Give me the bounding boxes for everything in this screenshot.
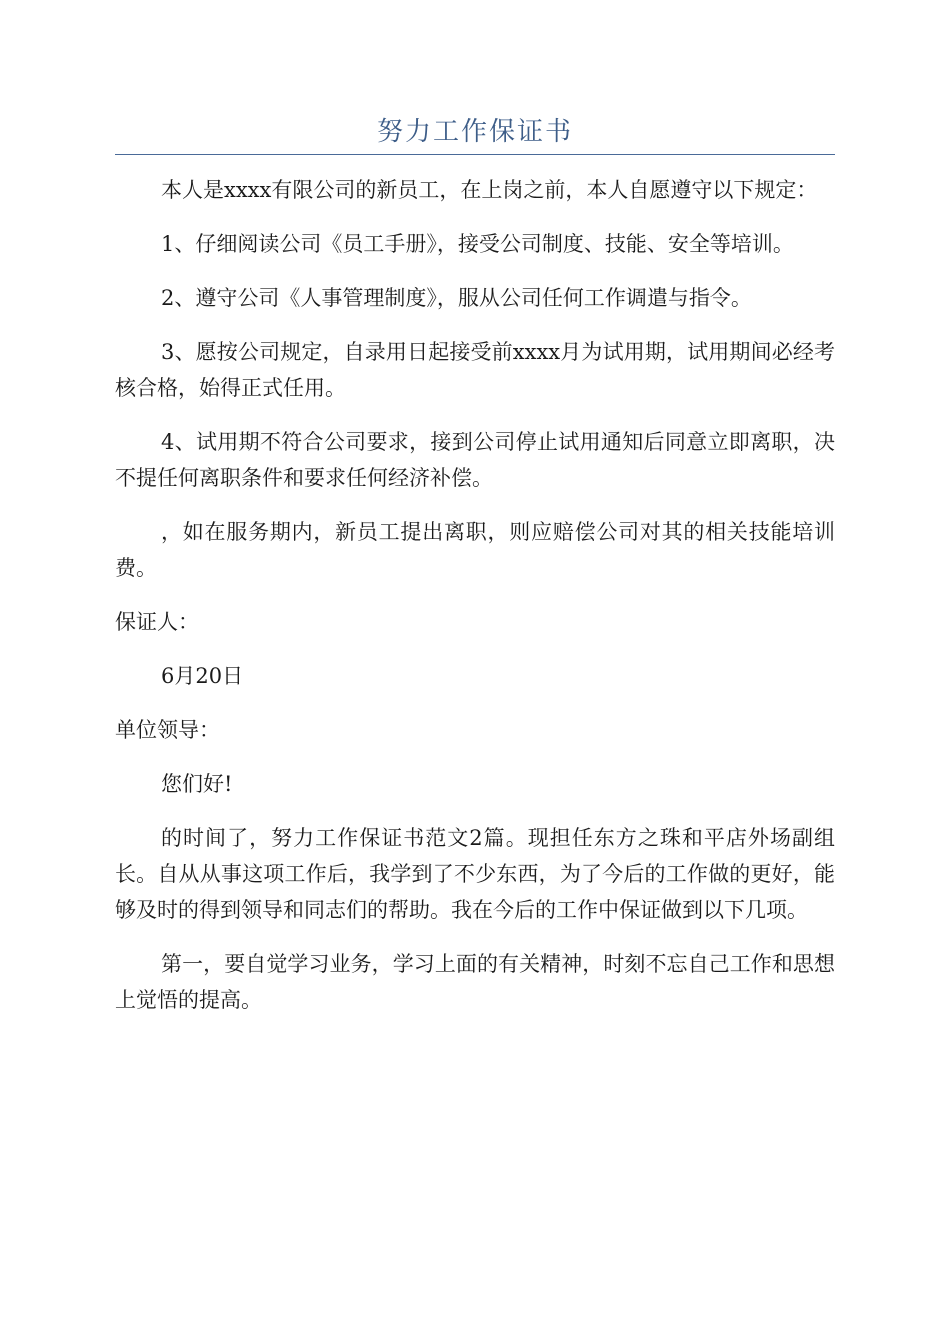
date-line: 6月20日: [161, 664, 244, 688]
paragraph-rule-2: 2、遵守公司《人事管理制度》，服从公司任何工作调遣与指令。: [161, 286, 752, 310]
paragraph-intro: 本人是xxxx有限公司的新员工，在上岗之前，本人自愿遵守以下规定：: [161, 178, 818, 202]
paragraph-compensation: ，如在服务期内，新员工提出离职，则应赔偿公司对其的相关技能培训费。: [115, 520, 835, 580]
paragraph-letter-body: 的时间了，努力工作保证书范文2篇。现担任东方之珠和平店外场副组长。自从从事这项工作后，我学到了不少东西，为了今后的工作做的更好，能够及时的得到领导和同志们的帮助。我在今后的工作中保证做到以下几项。: [115, 826, 835, 922]
paragraph-rule-4: 4、试用期不符合公司要求，接到公司停止试用通知后同意立即离职，决不提任何离职条件和要求任何经济补偿。: [115, 430, 835, 490]
title-underline: [115, 154, 835, 155]
paragraph-rule-1: 1、仔细阅读公司《员工手册》，接受公司制度、技能、安全等培训。: [161, 232, 794, 256]
recipient-label: 单位领导：: [115, 718, 220, 742]
paragraph-rule-3: 3、愿按公司规定，自录用日起接受前xxxx月为试用期，试用期间必经考核合格，始得正式任用。: [115, 340, 835, 400]
greeting: 您们好!: [161, 772, 233, 796]
document-title: 努力工作保证书: [376, 117, 573, 147]
paragraph-point-1: 第一，要自觉学习业务，学习上面的有关精神，时刻不忘自己工作和思想上觉悟的提高。: [115, 952, 835, 1012]
document-body: [115, 172, 835, 1036]
guarantor-label: 保证人：: [115, 610, 199, 634]
